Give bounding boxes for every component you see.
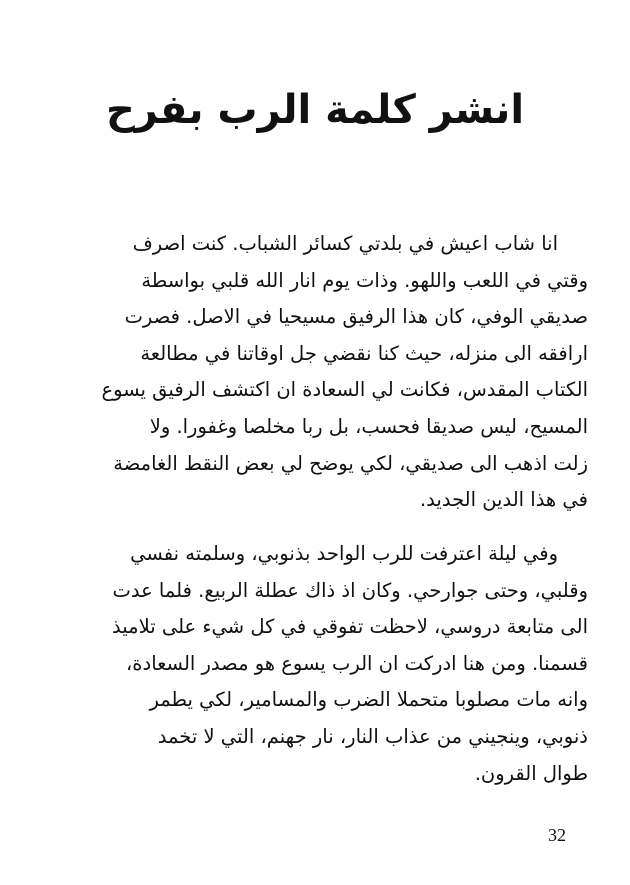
text-line: وقلبي، وحتى جوارحي. وكان اذ ذاك عطلة الربيع. فلما عدت [112,578,588,602]
text-line: انا شاب اعيش في بلدتي كسائر الشباب. كنت اصرف [132,232,558,255]
text-line: وفي ليلة اعترفت للرب الواحد بذنوبي، وسلمته نفسي [130,542,558,565]
text-line: طوال القرون. [474,761,588,785]
text-line: وانه مات مصلوبا متحملا الضرب والمسامير، لكي يطمر [149,688,588,712]
page-number: 32 [548,825,566,845]
text-line: ذنوبي، وينجيني من عذاب النار، نار جهنم، التي لا تخمد [157,724,588,748]
text-line: صديقي الوفي، كان هذا الرفيق مسيحيا في الاصل. فصرت [124,305,588,329]
text-line: الى متابعة دروسي، لاحظت تفوقي في كل شيء على تلاميذ [112,615,588,639]
text-line: قسمنا. ومن هنا ادركت ان الرب يسوع هو مصدر السعادة، [126,651,588,675]
text-line: ارافقه الى منزله، حيث كنا نقضي جل اوقاتنا في مطالعة [140,341,588,365]
paragraph-1 [38,226,588,519]
text-line: المسيح، ليس صديقا فحسب، بل ربا مخلصا وغفورا. ولا [149,414,588,438]
page-title: انشر كلمة الرب بفرح [105,87,525,133]
text-line: الكتاب المقدس، فكانت لي السعادة ان اكتشف الرفيق يسوع [101,378,588,402]
paragraph-2 [38,536,588,792]
text-line: زلت اذهب الى صديقي، لكي يوضح لي بعض النقط الغامضة [113,451,588,475]
text-line: وقتي في اللعب واللهو. وذات يوم انار الله قلبي بواسطة [141,268,588,292]
text-line: في هذا الدين الجديد. [419,488,588,512]
